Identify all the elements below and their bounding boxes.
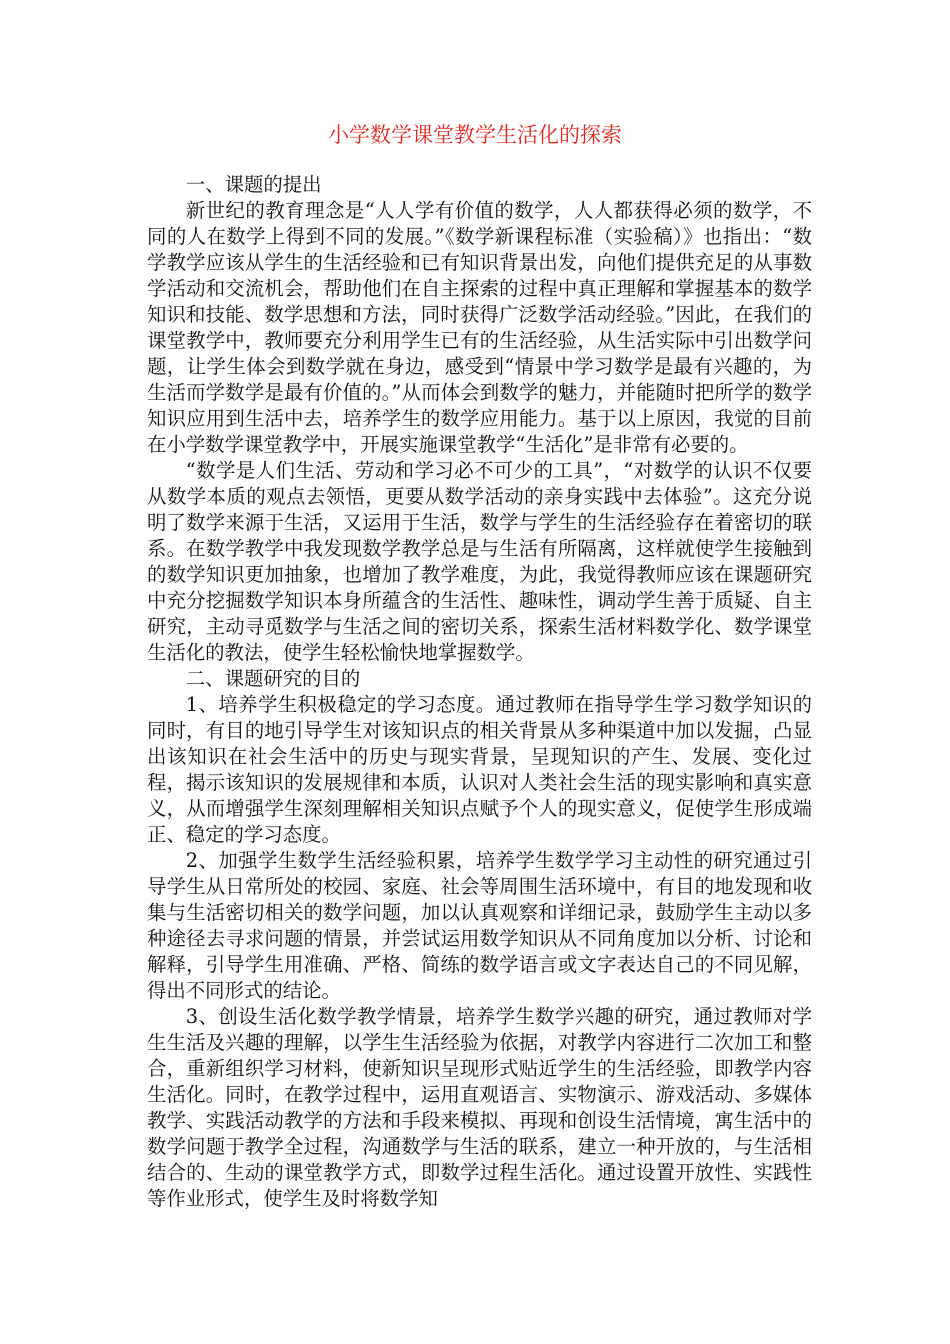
paragraph: 3、创设生活化数学教学情景，培养学生数学兴趣的研究，通过教师对学生生活及兴趣的理解，以学生生活经验为依据，对教学内容进行二次加工和整合，重新组织学习材料，使新知识呈现形式贴近学生的生活经验，即教学内容生活化。同时，在教学过程中，运用直观语言、实物演示、游戏活动、多媒体教学、实践活动教学的方法和手段来模拟、再现和创设生活情境，寓生活中的数学问题于教学全过程，沟通数学与生活的联系，建立一种开放的，与生活相结合的、生动的课堂教学方式，即数学过程生活化。通过设置开放性、实践性等作业形式，使学生及时将数学知 — [147, 1005, 812, 1210]
paragraph: “数学是人们生活、劳动和学习必不可少的工具”，“对数学的认识不仅要从数学本质的观点去领悟，更要从数学活动的亲身实践中去体验”。这充分说明了数学来源于生活，又运用于生活，数学与学生的生活经验存在着密切的联系。在数学教学中我发现数学教学总是与生活有所隔离，这样就使学生接触到的数学知识更加抽象，也增加了教学难度，为此，我觉得教师应该在课题研究中充分挖掘数学知识本身所蕴含的生活性、趣味性，调动学生善于质疑、自主研究，主动寻觅数学与生活之间的密切关系，探索生活材料数学化、数学课堂生活化的教法，使学生轻松愉快地掌握数学。 — [147, 459, 812, 664]
paragraph: 2、加强学生数学生活经验积累，培养学生数学学习主动性的研究通过引导学生从日常所处的校园、家庭、社会等周围生活环境中，有目的地发现和收集与生活密切相关的数学问题，加以认真观察和详细记录，鼓励学生主动以多种途径去寻求问题的情景，并尝试运用数学知识从不同角度加以分析、讨论和解释，引导学生用准确、严格、简练的数学语言或文字表达自己的不同见解，得出不同形式的结论。 — [147, 849, 812, 1002]
section-heading-2: 二、课题研究的目的 — [185, 667, 361, 690]
document-body — [147, 172, 812, 1212]
paragraph: 1、培养学生积极稳定的学习态度。通过教师在指导学生学习数学知识的同时，有目的地引导学生对该知识点的相关背景从多种渠道中加以发掘，凸显出该知识在社会生活中的历史与现实背景，呈现知识的产生、发展、变化过程，揭示该知识的发展规律和本质，认识对人类社会生活的现实影响和真实意义，从而增强学生深刻理解相关知识点赋予个人的现实意义，促使学生形成端正、稳定的学习态度。 — [147, 693, 812, 846]
paragraph: 新世纪的教育理念是“人人学有价值的数学，人人都获得必须的数学，不同的人在数学上得到不同的发展。”《数学新课程标准（实验稿）》也指出：“数学教学应该从学生的生活经验和已有知识背景出发，向他们提供充足的从事数学活动和交流机会，帮助他们在自主探索的过程中真正理解和掌握基本的数学知识和技能、数学思想和方法，同时获得广泛数学活动经验。”因此，在我们的课堂教学中，教师要充分利用学生已有的生活经验，从生活实际中引出数学问题，让学生体会到数学就在身边，感受到“情景中学习数学是最有兴趣的，为生活而学数学是最有价值的。”从而体会到数学的魅力，并能随时把所学的数学知识应用到生活中去，培养学生的数学应用能力。基于以上原因，我觉的目前在小学数学课堂教学中，开展实施课堂教学“生活化”是非常有必要的。 — [147, 199, 812, 456]
section-heading-1: 一、课题的提出 — [185, 173, 322, 196]
document-title: 小学数学课堂教学生活化的探索 — [328, 123, 622, 147]
